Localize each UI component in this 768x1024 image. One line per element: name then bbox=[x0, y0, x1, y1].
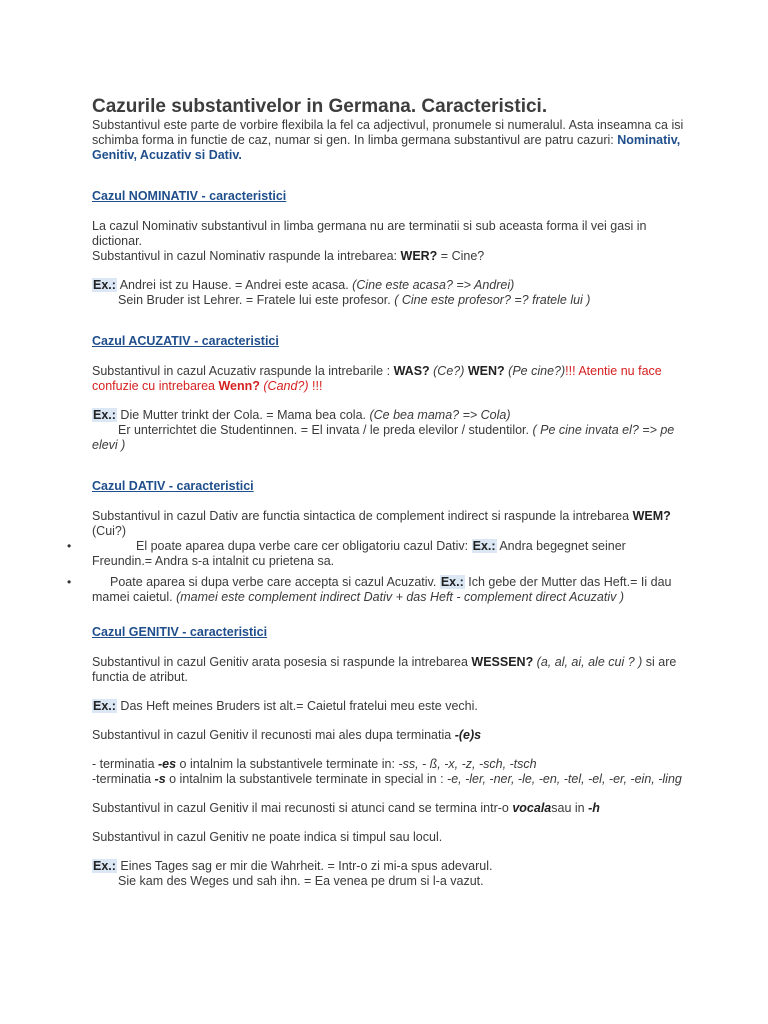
genitiv-termination-es: - terminatia -es o intalnim la substantivele terminate in: -ss, - ß, -x, -z, -sch, -tsch bbox=[92, 757, 537, 771]
example-label: Ex.: bbox=[93, 859, 116, 873]
acuzativ-paragraph: Substantivul in cazul Acuzativ raspunde la intrebarile : WAS? (Ce?) WEN? (Pe cine?)!!! Atentie nu face confuzie cu intrebarea Wenn? (Cand?) !!! bbox=[92, 364, 662, 393]
genitiv-example-1: Ex.: Das Heft meines Bruders ist alt.= Caietul fratelui meu este vechi. bbox=[93, 699, 478, 713]
dativ-heading-link[interactable]: Cazul DATIV - caracteristici bbox=[92, 479, 254, 493]
genitiv-paragraph-1: Substantivul in cazul Genitiv arata posesia si raspunde la intrebarea WESSEN? (a, al, ai, ale cui ? ) si are functia de atribut. bbox=[92, 655, 677, 684]
genitiv-termination-s: -terminatia -s o intalnim la substantivele terminate in special in : -e, -ler, -ner, -le, -en, -tel, -el, -er, -ein, -ling bbox=[92, 772, 682, 786]
bullet-icon: • bbox=[67, 539, 72, 553]
genitiv-paragraph-4: Substantivul in cazul Genitiv ne poate indica si timpul sau locul. bbox=[92, 830, 443, 844]
acuzativ-example-1: Ex.: Die Mutter trinkt der Cola. = Mama bea cola. (Ce bea mama? => Cola) bbox=[93, 408, 511, 422]
intro-paragraph: Substantivul este parte de vorbire flexibila la fel ca adjectivul, pronumele si numeralul. Asta inseamna ca isi schimba forma in functie de caz, numar si gen. In limba germana substantivul are patru cazuri: Nominativ, Genitiv, Acuzativ si Dativ. bbox=[92, 118, 684, 162]
genitiv-paragraph-3: Substantivul in cazul Genitiv il mai recunosti si atunci cand se termina intr-o vocalasau in -h bbox=[92, 801, 600, 815]
example-label: Ex.: bbox=[472, 539, 496, 553]
dativ-paragraph: Substantivul in cazul Dativ are functia sintactica de complement indirect si raspunde la intrebarea WEM? (Cui?) bbox=[92, 509, 671, 538]
example-label: Ex.: bbox=[93, 699, 116, 713]
genitiv-paragraph-2: Substantivul in cazul Genitiv il recunosti mai ales dupa terminatia -(e)s bbox=[92, 728, 482, 742]
nominativ-heading-link[interactable]: Cazul NOMINATIV - caracteristici bbox=[92, 189, 287, 203]
acuzativ-heading-link[interactable]: Cazul ACUZATIV - caracteristici bbox=[92, 334, 279, 348]
bullet-icon: • bbox=[67, 575, 72, 589]
nominativ-example-1: Ex.: Andrei ist zu Hause. = Andrei este acasa. (Cine este acasa? => Andrei) bbox=[93, 278, 515, 292]
example-label: Ex.: bbox=[93, 278, 116, 292]
dativ-bullet-list bbox=[67, 539, 684, 605]
acuzativ-example-2: Er unterrichtet die Studentinnen. = El invata / le preda elevilor / studentilor. ( Pe cine invata el? => pe elevi ) bbox=[92, 423, 675, 452]
list-item: • Poate aparea si dupa verbe care accepta si cazul Acuzativ. Ex.: Ich gebe der Mutter das Heft.= Ii dau mamei caietul. (mamei este complement indirect Dativ + das Heft - complement direct Acuzativ ) bbox=[67, 575, 672, 604]
list-item: • El poate aparea dupa verbe care cer obligatoriu cazul Dativ: Ex.: Andra begegnet seiner Freundin.= Andra s-a intalnit cu prietena sa. bbox=[67, 539, 626, 568]
genitiv-example-3: Sie kam des Weges und sah ihn. = Ea venea pe drum si l-a vazut. bbox=[118, 874, 484, 888]
document-page bbox=[67, 96, 684, 889]
page-title: Cazurile substantivelor in Germana. Caracteristici. bbox=[92, 96, 548, 117]
genitiv-heading-link[interactable]: Cazul GENITIV - caracteristici bbox=[92, 625, 268, 639]
nominativ-paragraph-1: La cazul Nominativ substantivul in limba germana nu are terminatii si sub aceasta forma il vei gasi in dictionar. bbox=[92, 219, 647, 248]
example-label: Ex.: bbox=[440, 575, 464, 589]
cases-list: Nominativ, Genitiv, Acuzativ si Dativ. bbox=[92, 133, 681, 162]
genitiv-example-2: Ex.: Eines Tages sag er mir die Wahrheit. = Intr-o zi mi-a spus adevarul. bbox=[93, 859, 493, 873]
nominativ-paragraph-2: Substantivul in cazul Nominativ raspunde la intrebarea: WER? = Cine? bbox=[92, 249, 485, 263]
example-label: Ex.: bbox=[93, 408, 116, 422]
nominativ-example-2: Sein Bruder ist Lehrer. = Fratele lui este profesor. ( Cine este profesor? =? fratele lui ) bbox=[118, 293, 591, 307]
